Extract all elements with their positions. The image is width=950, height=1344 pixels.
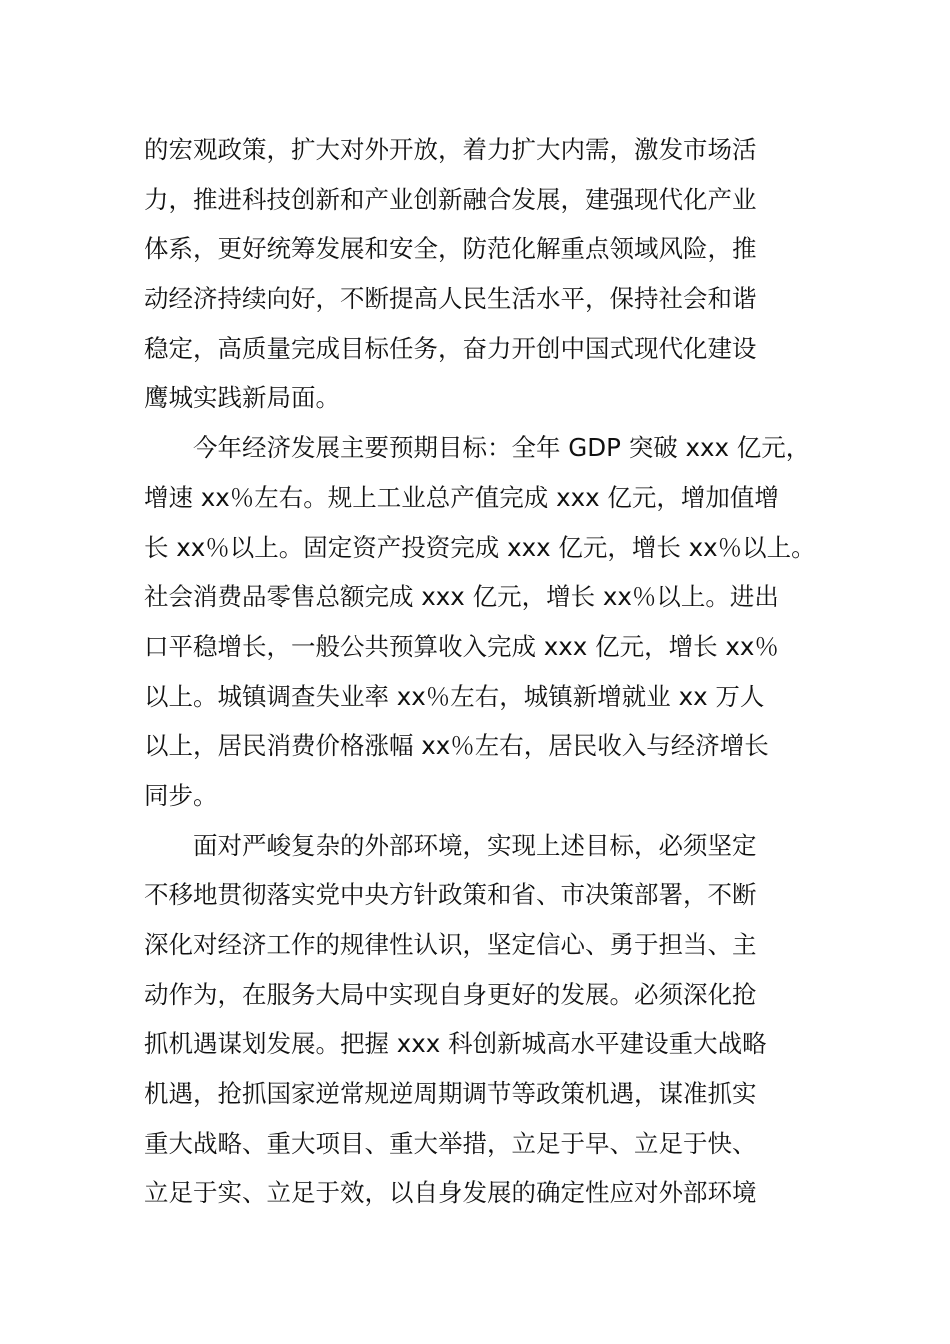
text-line: 深化对经济工作的规律性认识，坚定信心、勇于担当、主 (144, 930, 757, 959)
document-body (144, 125, 834, 1218)
text-line: 抓机遇谋划发展。把握 xxx 科创新城高水平建设重大战略 (144, 1029, 767, 1059)
text-line: 重大战略、重大项目、重大举措，立足于早、立足于快、 (144, 1128, 757, 1158)
text-line: 动作为，在服务大局中实现自身更好的发展。必须深化抢 (144, 979, 757, 1009)
paragraph-first-line: 面对严峻复杂的外部环境，实现上述目标，必须坚定 (193, 830, 757, 860)
text-line: 以上，居民消费价格涨幅 xx％左右，居民收入与经济增长 (144, 731, 769, 761)
text-line: 以上。城镇调查失业率 xx％左右，城镇新增就业 xx 万人 (144, 681, 765, 711)
text-line: 机遇，抢抓国家逆常规逆周期调节等政策机遇，谋准抓实 (144, 1079, 757, 1109)
text-line: 鹰城实践新局面。 (144, 383, 340, 413)
text-line: 长 xx％以上。固定资产投资完成 xxx 亿元，增长 xx％以上。 (144, 532, 816, 562)
text-line: 稳定，高质量完成目标任务，奋力开创中国式现代化建设 (144, 333, 757, 363)
text-line: 同步。 (144, 780, 218, 810)
text-line: 增速 xx％左右。规上工业总产值完成 xxx 亿元，增加值增 (144, 482, 779, 512)
text-line: 的宏观政策，扩大对外开放，着力扩大内需，激发市场活 (144, 135, 757, 164)
text-line: 立足于实、立足于效，以自身发展的确定性应对外部环境 (144, 1178, 757, 1208)
text-line: 口平稳增长，一般公共预算收入完成 xxx 亿元，增长 xx％ (144, 631, 779, 661)
text-line: 动经济持续向好，不断提高人民生活水平，保持社会和谐 (144, 284, 757, 314)
paragraph-first-line: 今年经济发展主要预期目标：全年 GDP 突破 xxx 亿元， (193, 433, 811, 463)
text-line: 不移地贯彻落实党中央方针政策和省、市决策部署，不断 (144, 880, 757, 910)
text-line: 体系，更好统筹发展和安全，防范化解重点领域风险，推 (144, 234, 757, 264)
text-line: 社会消费品零售总额完成 xxx 亿元，增长 xx％以上。进出 (144, 582, 779, 612)
text-line: 力，推进科技创新和产业创新融合发展，建强现代化产业 (144, 184, 757, 214)
